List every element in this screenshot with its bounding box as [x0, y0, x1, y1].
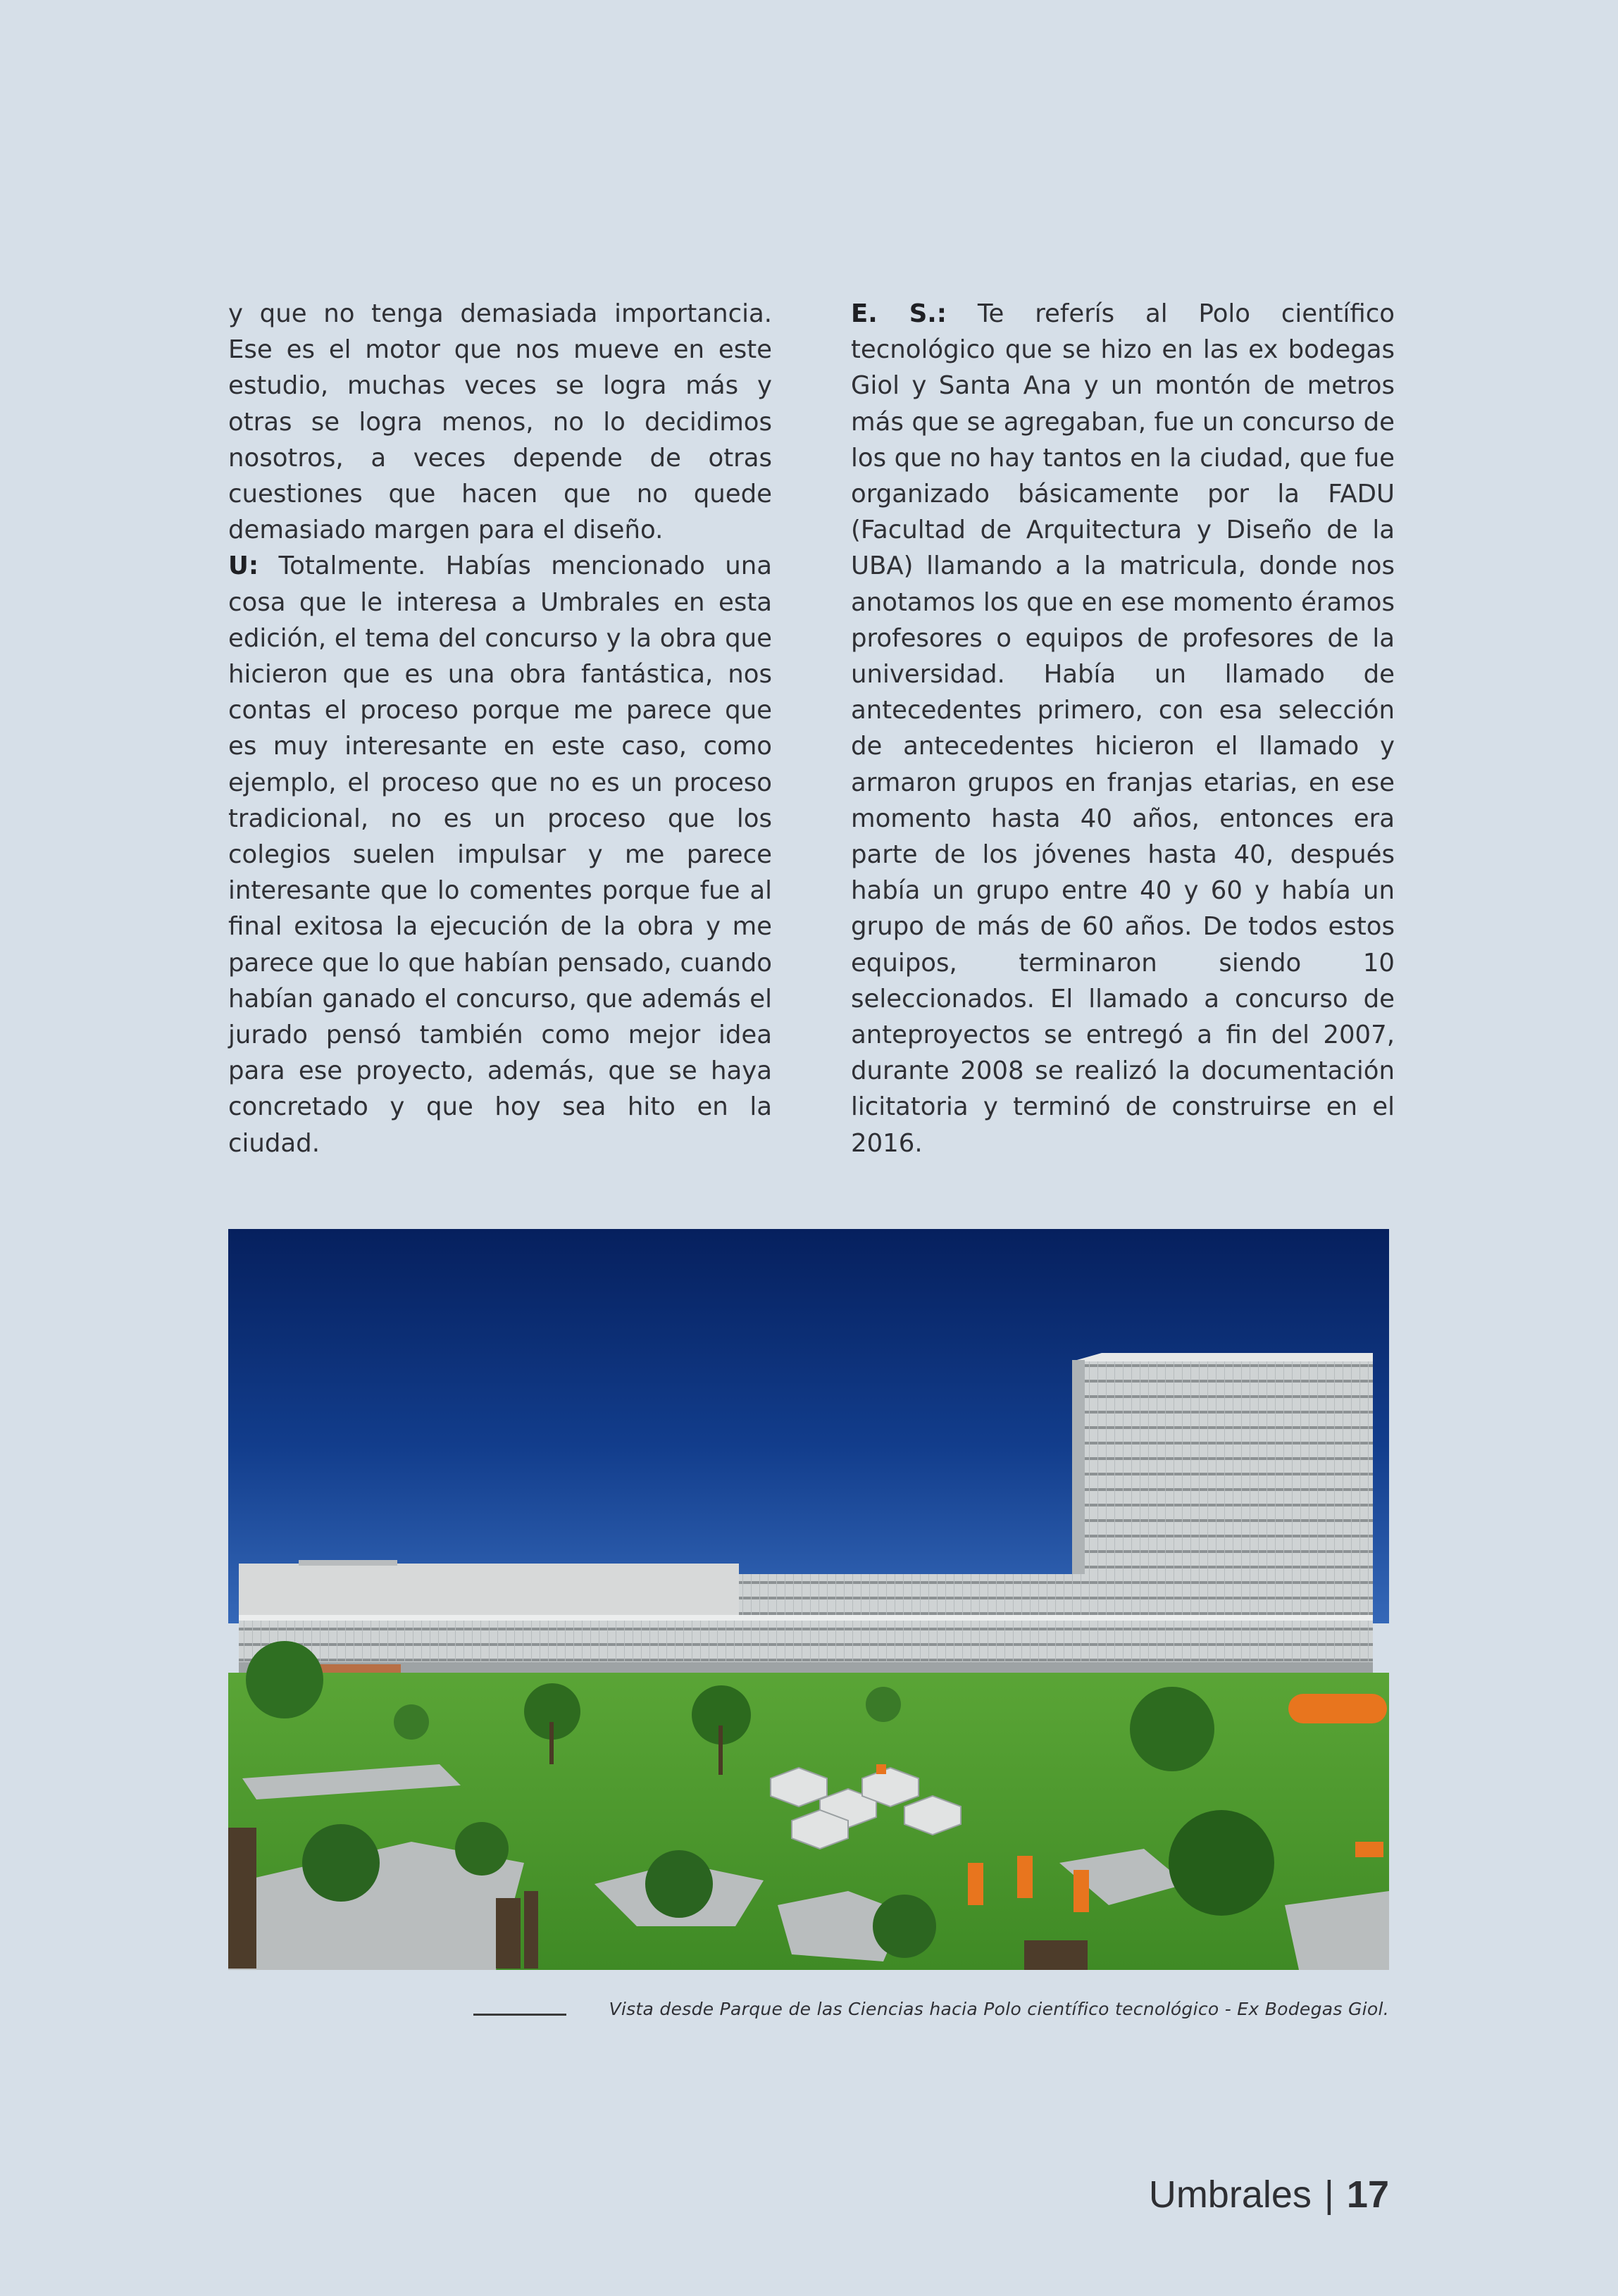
paragraph-text: Te referís al Polo científico tecnológico que se hizo en las ex bodegas Giol y Santa Ana y un montón de metros más que se agregaban, fue un concurso de los que no hay tantos en la ciudad, que fue organizado básicamente por la FADU (Facultad de Arquitectura y Diseño de la UBA) llamando a la matricula, donde nos anotamos los que en ese momento éramos profesores o equipos de profesores de la universidad. Había un llamado de antecedentes primero, con esa selección de antecedentes hicieron el llamado y armaron grupos en franjas etarias, en ese momento hasta 40 años, entonces era parte de los jóvenes hasta 40, después había un grupo entre 40 y 60 y había un grupo de más de 60 años. De todos estos equipos, terminaron siendo 10 seleccionados. El llamado a concurso de anteproyectos se entregó a fin del 2007, durante 2008 se realizó la documentación licitatoria y terminó de construirse en el 2016.: [851, 299, 1395, 1158]
photo-polo-cientifico: [228, 1229, 1389, 1970]
footer-separator: |: [1324, 2173, 1334, 2216]
paragraph: [228, 548, 772, 1161]
paragraph: y que no tenga demasiada importancia. Ese es el motor que nos mueve en este estudio, muchas veces se logra más y otras se logra menos, no lo decidimos nosotros, a veces depende de otras cuestiones que hacen que no quede demasiado margen para el diseño.: [228, 299, 772, 545]
photo-caption: Vista desde Parque de las Ciencias hacia Polo científico tecnológico - Ex Bodegas Giol.: [609, 1999, 1389, 2019]
caption-rule: [473, 2014, 566, 2016]
speaker-label: U:: [228, 551, 259, 581]
publication-name: Umbrales: [1148, 2173, 1312, 2216]
page-footer: [1149, 2173, 1389, 2216]
speaker-label: E. S.:: [851, 299, 947, 328]
text-column-left: [228, 296, 772, 1161]
main-building: [239, 1560, 1373, 1678]
photo-illustration: [228, 1229, 1389, 1970]
paragraph: [851, 296, 1395, 1161]
tower-building: [1072, 1353, 1373, 1599]
text-column-right: [851, 296, 1395, 1161]
page-number: 17: [1346, 2173, 1389, 2216]
paragraph-text: Totalmente. Habías mencionado una cosa que le interesa a Umbrales en esta edición, el tema del concurso y la obra que hicieron que es una obra fantástica, nos contas el proceso porque me parece que es muy interesante en este caso, como ejemplo, el proceso que no es un proceso tradicional, no es un proceso que los colegios suelen impulsar y me parece interesante que lo comentes porque fue al final exitosa la ejecución de la obra y me parece que lo que habían pensado, cuando habían ganado el concurso, que además el jurado pensó también como mejor idea para ese proyecto, además, que se haya concretado y que hoy sea hito en la ciudad.: [228, 551, 772, 1158]
